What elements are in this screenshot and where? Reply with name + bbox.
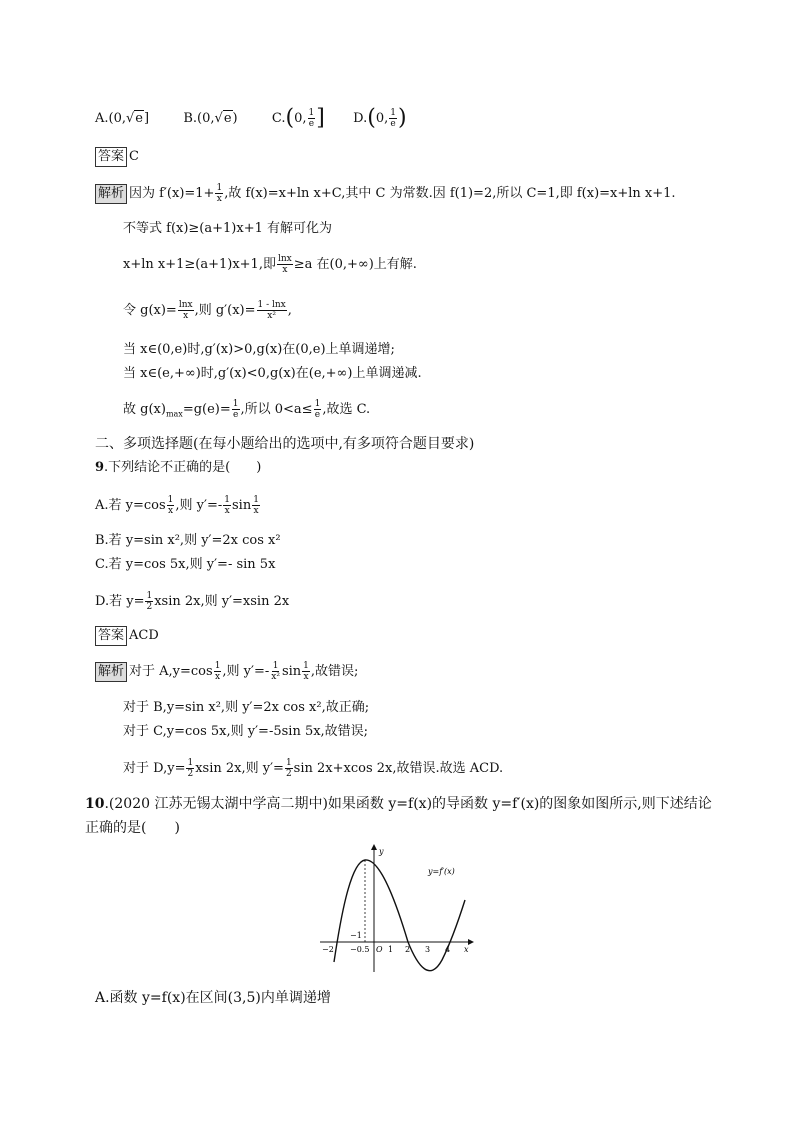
q8-option-b: B.(0,√e)	[183, 111, 238, 126]
q8-option-a: A.(0,√e]	[95, 111, 150, 126]
q10-option-a: A.函数 y=f(x)在区间(3,5)内单调递增	[95, 990, 331, 1006]
tick-label: 4	[445, 945, 451, 954]
q9-analysis-line1: 解析 对于 A,y=cos $\frac{1}{x}$ ,则 y′=- $\frac{1}{\text{x²}}$ sin $\frac{1}{x}$ ,故错误;	[95, 661, 358, 682]
curve-f-prime	[334, 860, 465, 971]
q8-analysis-line2: 不等式 f(x)≥(a+1)x+1 有解可化为	[123, 221, 332, 236]
x-axis-label: x	[464, 945, 469, 954]
q9-analysis-line2: 对于 B,y=sin x²,则 y′=2x cos x²,故正确;	[123, 700, 370, 715]
y-axis-arrow-icon	[371, 844, 377, 850]
q9-stem: 9.下列结论不正确的是( )	[95, 460, 262, 475]
tick-label: 2	[405, 945, 411, 954]
derivative-graph	[318, 842, 478, 977]
q9-answer: 答案 ACD	[95, 626, 159, 646]
q8-option-c: C.(0, $\frac{1}{e}$ ]	[271, 105, 325, 131]
origin-label: O	[376, 945, 383, 954]
q8-options	[95, 105, 407, 131]
q9-analysis-line3: 对于 C,y=cos 5x,则 y′=-5sin 5x,故错误;	[123, 724, 369, 739]
q10-stem-line1: 10.(2020 江苏无锡太湖中学高二期中)如果函数 y=f(x)的导函数 y=f′(x)的图象如图所示,则下述结论	[85, 796, 712, 812]
q8-answer: 答案 C	[95, 147, 139, 167]
analysis-tag: 解析	[95, 184, 127, 204]
q8-analysis-line7: 故 $g(x)_{max}=g(e)=$ $\frac{1}{e}$ ,所以 0<a≤ $\frac{1}{e}$ ,故选 C.	[123, 399, 371, 420]
tick-label: −1	[350, 931, 362, 940]
q9-option-c: C.若 y=cos 5x,则 y′=- sin 5x	[95, 557, 276, 572]
q8-analysis-line6: 当 x∈(e,+∞)时,g′(x)<0,g(x)在(e,+∞)上单调递减.	[123, 366, 422, 381]
q9-option-a: A.若 y=cos $\frac{1}{x}$ ,则 y′=- $\frac{1}{x}$ sin $\frac{1}{x}$	[95, 495, 259, 516]
q9-analysis-line4: 对于 D,y= $\frac{1}{2}$ xsin 2x,则 y′= $\frac{1}{2}$ sin 2x+xcos 2x,故错误.故选 ACD.	[123, 758, 504, 779]
tick-label: 1	[388, 945, 394, 954]
analysis-tag: 解析	[95, 662, 127, 682]
answer-tag: 答案	[95, 626, 127, 646]
curve-label: y=f′(x)	[428, 867, 455, 876]
y-axis-label: y	[379, 847, 384, 856]
q9-option-b: B.若 y=sin x²,则 y′=2x cos x²	[95, 533, 281, 548]
q8-analysis-line5: 当 x∈(0,e)时,g′(x)>0,g(x)在(0,e)上单调递增;	[123, 342, 395, 357]
tick-label: −0.5	[350, 945, 370, 954]
q8-analysis-line3: x+ln x+1≥(a+1)x+1,即 $\frac{\ln x}{x}$ ≥a 在(0,+∞)上有解.	[123, 254, 417, 275]
answer-tag: 答案	[95, 147, 127, 167]
q8-analysis-line4: 令 g(x)= $\frac{\ln x}{x}$ ,则 g′(x)= $\frac{1 - \ln x}{\text{x²}}$ ,	[123, 300, 292, 321]
section-heading: 二、多项选择题(在每小题给出的选项中,有多项符合题目要求)	[95, 436, 475, 452]
q8-analysis-line1: 解析 因为 f′(x)=1+ $\frac{1}{x}$ ,故 f(x)=x+ln x+C,其中 C 为常数.因 f(1)=2,所以 C=1,即 f(x)=x+ln x+1.	[95, 183, 676, 204]
q8-option-d: D.(0, $\frac{1}{e}$ )	[353, 105, 407, 131]
q9-option-d: D.若 y= $\frac{1}{2}$ xsin 2x,则 y′=xsin 2x	[95, 591, 290, 612]
q10-stem-line2: 正确的是( )	[85, 820, 180, 836]
x-axis-arrow-icon	[468, 939, 474, 945]
tick-label: 3	[425, 945, 431, 954]
tick-label: −2	[322, 945, 334, 954]
